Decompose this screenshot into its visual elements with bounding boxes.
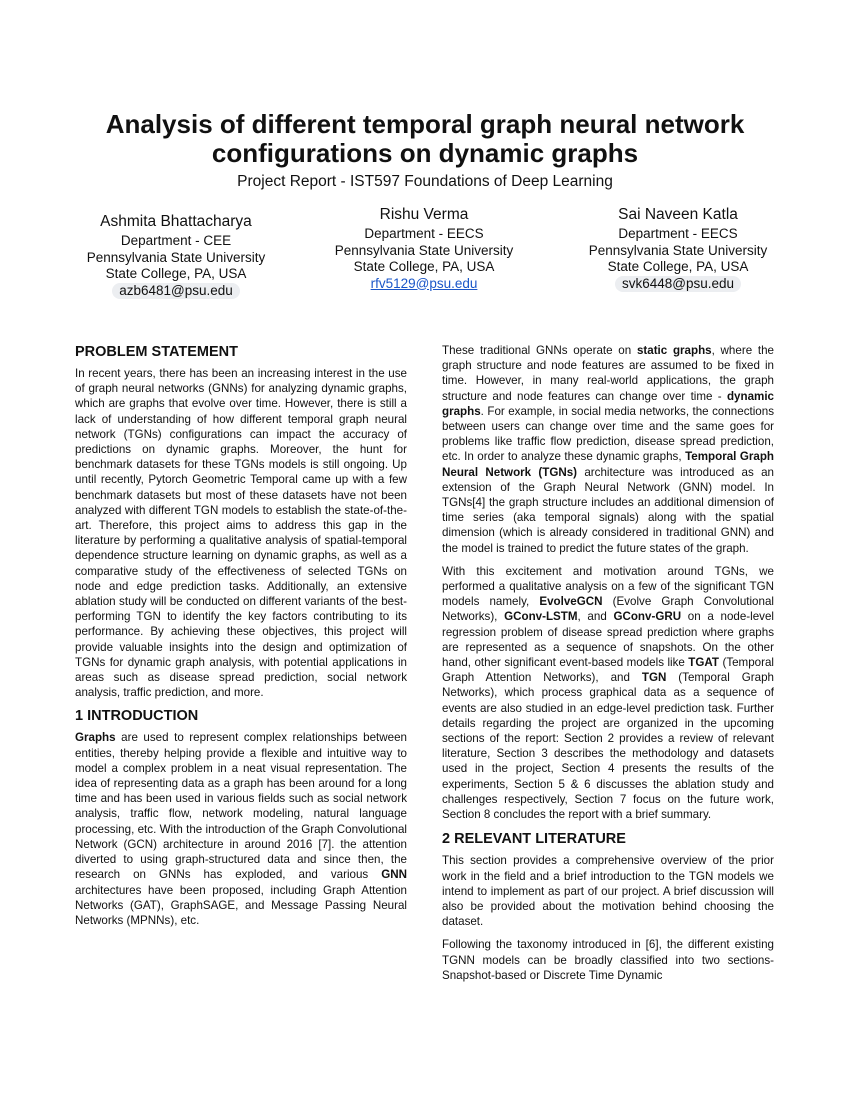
author-university: Pennsylvania State University — [334, 242, 514, 258]
author-university: Pennsylvania State University — [86, 249, 266, 265]
author-email[interactable]: svk6448@psu.edu — [615, 276, 741, 293]
introduction-paragraph: Graphs are used to represent complex relationships between entities, thereby helping provide a flexible and intuitive way to model a complex problem in a neat visual representation. The idea of representing data as a graph has been around for a long time and has been used in various fields such as social network analysis, traffic flow, network modeling, natural language processing, etc. With the introduction of the Graph Convolutional Network (GCN) architecture in around 2016 [7]. the attention diverted to using graph-structured data and since then, the research on GNNs has exploded, and various GNN architectures have been proposed, including Graph Attention Networks (GAT), GraphSAGE, and Message Passing Neural Networks (MPNNs), etc. — [75, 731, 407, 927]
motivation-paragraph: With this excitement and motivation around TGNs, we performed a qualitative analysis on a few of the significant TGN models namely, EvolveGCN (Evolve Graph Convolutional Networks), GConv-LSTM, and GConv-GRU on a node-level regression problem of disease spread prediction where graphs are represented as a sequence of snapshots. On the other hand, other significant event-based models like TGAT (Temporal Graph Attention Networks), and TGN (Temporal Graph Networks), which process graphical data as a sequence of events are also studied in an edge-level prediction task. Further details regarding the project are organized in the upcoming sections of the report: Section 2 provides a review of relevant literature, Section 3 describes the methodology and datasets used in the project, Section 4 presents the results of the experiments, Section 5 & 6 discusses the ablation study and challenges respectively, Section 7 focus on the future work, Section 8 concludes the report with a brief summary. — [442, 564, 774, 822]
author-name: Sai Naveen Katla — [618, 206, 738, 223]
paper-title-line-2: configurations on dynamic graphs — [211, 138, 639, 168]
author-department: Department - CEE — [120, 233, 232, 248]
left-column — [75, 343, 407, 935]
author-name: Ashmita Bhattacharya — [100, 213, 252, 230]
author-block-3 — [558, 205, 798, 292]
right-column — [442, 343, 774, 991]
section-heading-relevant-literature: 2 RELEVANT LITERATURE — [442, 831, 626, 848]
author-location: State College, PA, USA — [607, 259, 749, 274]
author-email-link[interactable]: rfv5129@psu.edu — [370, 275, 478, 291]
problem-statement-paragraph: In recent years, there has been an increasing interest in the use of graph neural networks (GNNs) for analyzing dynamic graphs, which are graphs that evolve over time. However, there is still a lack of understanding of how different temporal graph neural network (TGNs) configurations can impact the accuracy of predictions on dynamic graphs. Moreover, the hunt for benchmark datasets for these TGNs models is still ongoing. Up until recently, Pytorch Geometric Temporal came up with a few benchmark datasets but most of these datasets have not been analyzed with different TGN models to establish the state-of-the-art. Therefore, this project aims to address this gap in the literature by performing a qualitative analysis of spatial-temporal dependence structure learning on dynamic graphs, as well as a comparative study of the effectiveness of selected TGNs on node and edge prediction tasks. Additionally, an extensive ablation study will be conducted on different variants of the best-performing TGN to identify the key factors contributing to its performance. By achieving these objectives, this project will provide valuable insights into the design and optimization of TGNs for dynamic graph analysis, with potential applications in areas such as disease spread prediction, social network analysis, traffic prediction, and more. — [75, 367, 407, 700]
paper-subtitle: Project Report - IST597 Foundations of Deep Learning — [237, 173, 613, 190]
author-block-2 — [304, 205, 544, 292]
section-heading-introduction: 1 INTRODUCTION — [75, 708, 199, 725]
static-graphs-paragraph: These traditional GNNs operate on static graphs, where the graph structure and node features are assumed to be fixed in time. However, in many real-world applications, the graph structure and node features can change over time - dynamic graphs. For example, in social media networks, the connections between users can change over time and the same goes for problems like traffic flow prediction, disease spread prediction, etc. In order to analyze these dynamic graphs, Temporal Graph Neural Network (TGNs) architecture was introduced as an extension of the Graph Neural Network (GNN) model. In TGNs[4] the graph structure includes an additional dimension of time series (aka temporal signals) along with the spatial dimension (which is already considered in traditional GNN) and the model is trained to predict the future states of the graph. — [442, 344, 775, 555]
author-location: State College, PA, USA — [105, 266, 247, 281]
author-university: Pennsylvania State University — [588, 242, 768, 258]
author-name: Rishu Verma — [379, 206, 469, 223]
author-block-1 — [56, 212, 296, 299]
author-email[interactable]: azb6481@psu.edu — [112, 283, 240, 300]
author-location: State College, PA, USA — [353, 259, 495, 274]
section-heading-problem-statement: PROBLEM STATEMENT — [75, 344, 238, 360]
author-department: Department - EECS — [618, 226, 738, 241]
literature-paragraph-1: This section provides a comprehensive overview of the prior work in the field and a brief introduction to the TGN models we intend to implement as part of our project. A brief discussion will also be provided about the motivation behind choosing the dataset. — [442, 854, 774, 929]
literature-paragraph-2: Following the taxonomy introduced in [6], the different existing TGNN models can be broadly classified into two sections- Snapshot-based or Discrete Time Dynamic — [442, 938, 774, 982]
author-department: Department - EECS — [364, 226, 484, 241]
paper-title-line-1: Analysis of different temporal graph neural network — [105, 109, 745, 139]
